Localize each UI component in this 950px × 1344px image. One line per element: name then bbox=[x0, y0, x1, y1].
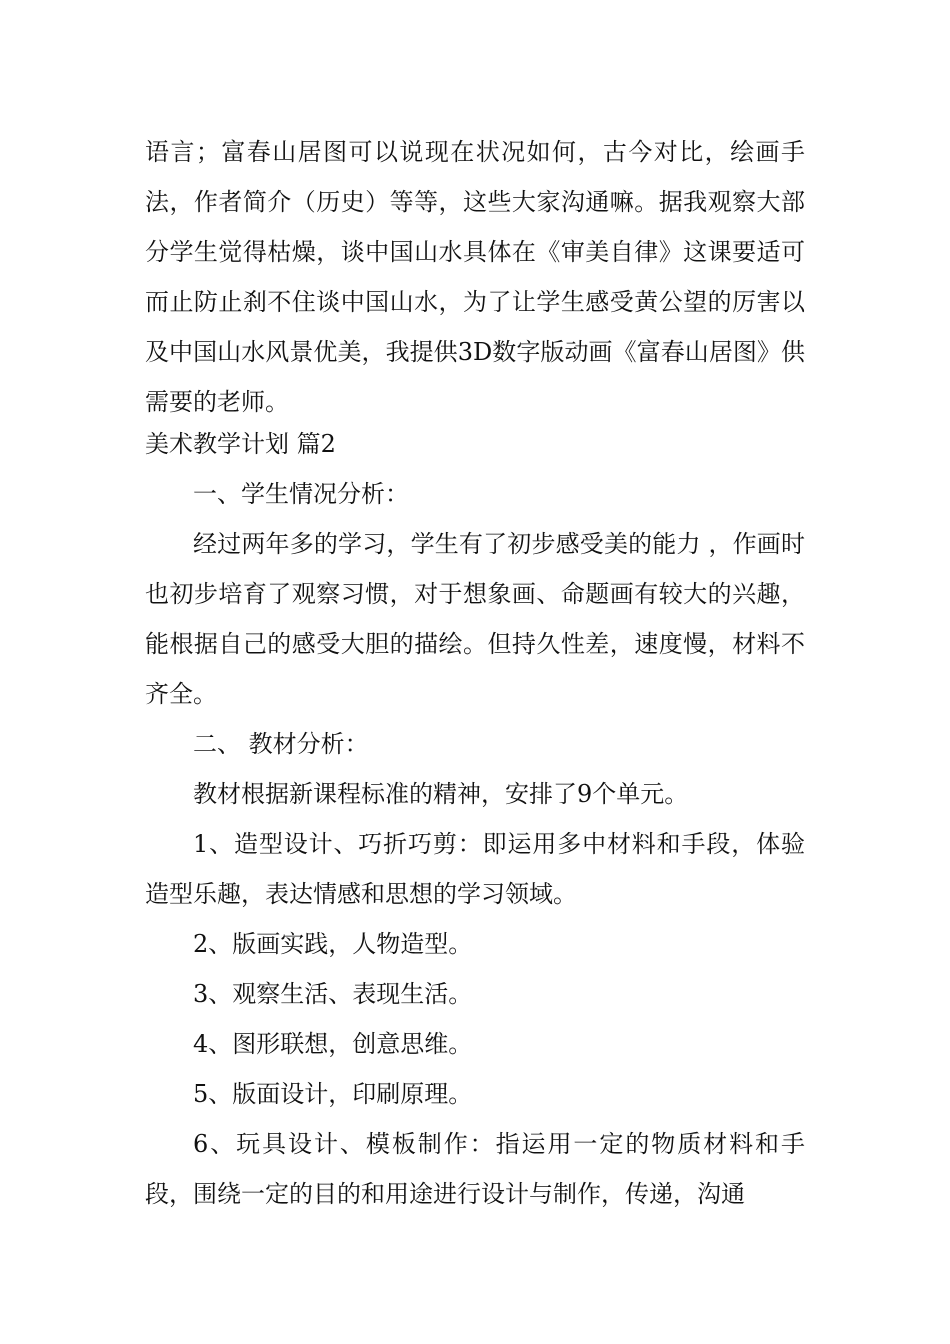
section-title: 美术教学计划 篇2 bbox=[145, 430, 336, 458]
item-1-heading: 一、学生情况分析： bbox=[193, 480, 409, 508]
unit-item: 1、造型设计、巧折巧剪：即运用多中材料和手段，体验造型乐趣，表达情感和思想的学习领域。 bbox=[145, 830, 805, 908]
paragraph-continued: 语言；富春山居图可以说现在状况如何，古今对比，绘画手法，作者简介（历史）等等，这些大家沟通嘛。据我观察大部分学生觉得枯燥，谈中国山水具体在《审美自律》这课要适可而止防止刹不住谈中国山水，为了让学生感受黄公望的厉害以及中国山水风景优美，我提供3D数字版动画《富春山居图》供需要的老师。 bbox=[145, 138, 805, 416]
unit-item: 2、版画实践，人物造型。 bbox=[193, 930, 473, 958]
unit-item: 4、图形联想，创意思维。 bbox=[193, 1030, 473, 1058]
item-1-body: 经过两年多的学习，学生有了初步感受美的能力 ，作画时也初步培育了观察习惯，对于想象画、命题画有较大的兴趣，能根据自己的感受大胆的描绘。但持久性差，速度慢，材料不齐全。 bbox=[145, 530, 805, 708]
document-body bbox=[145, 127, 805, 1219]
unit-item: 5、版面设计，印刷原理。 bbox=[193, 1080, 473, 1108]
item-2-heading: 二、 教材分析： bbox=[193, 730, 369, 758]
unit-item: 6、玩具设计、模板制作：指运用一定的物质材料和手段，围绕一定的目的和用途进行设计与制作，传递，沟通 bbox=[145, 1130, 805, 1208]
item-2-intro: 教材根据新课程标准的精神，安排了9个单元。 bbox=[193, 780, 689, 808]
unit-item: 3、观察生活、表现生活。 bbox=[193, 980, 473, 1008]
